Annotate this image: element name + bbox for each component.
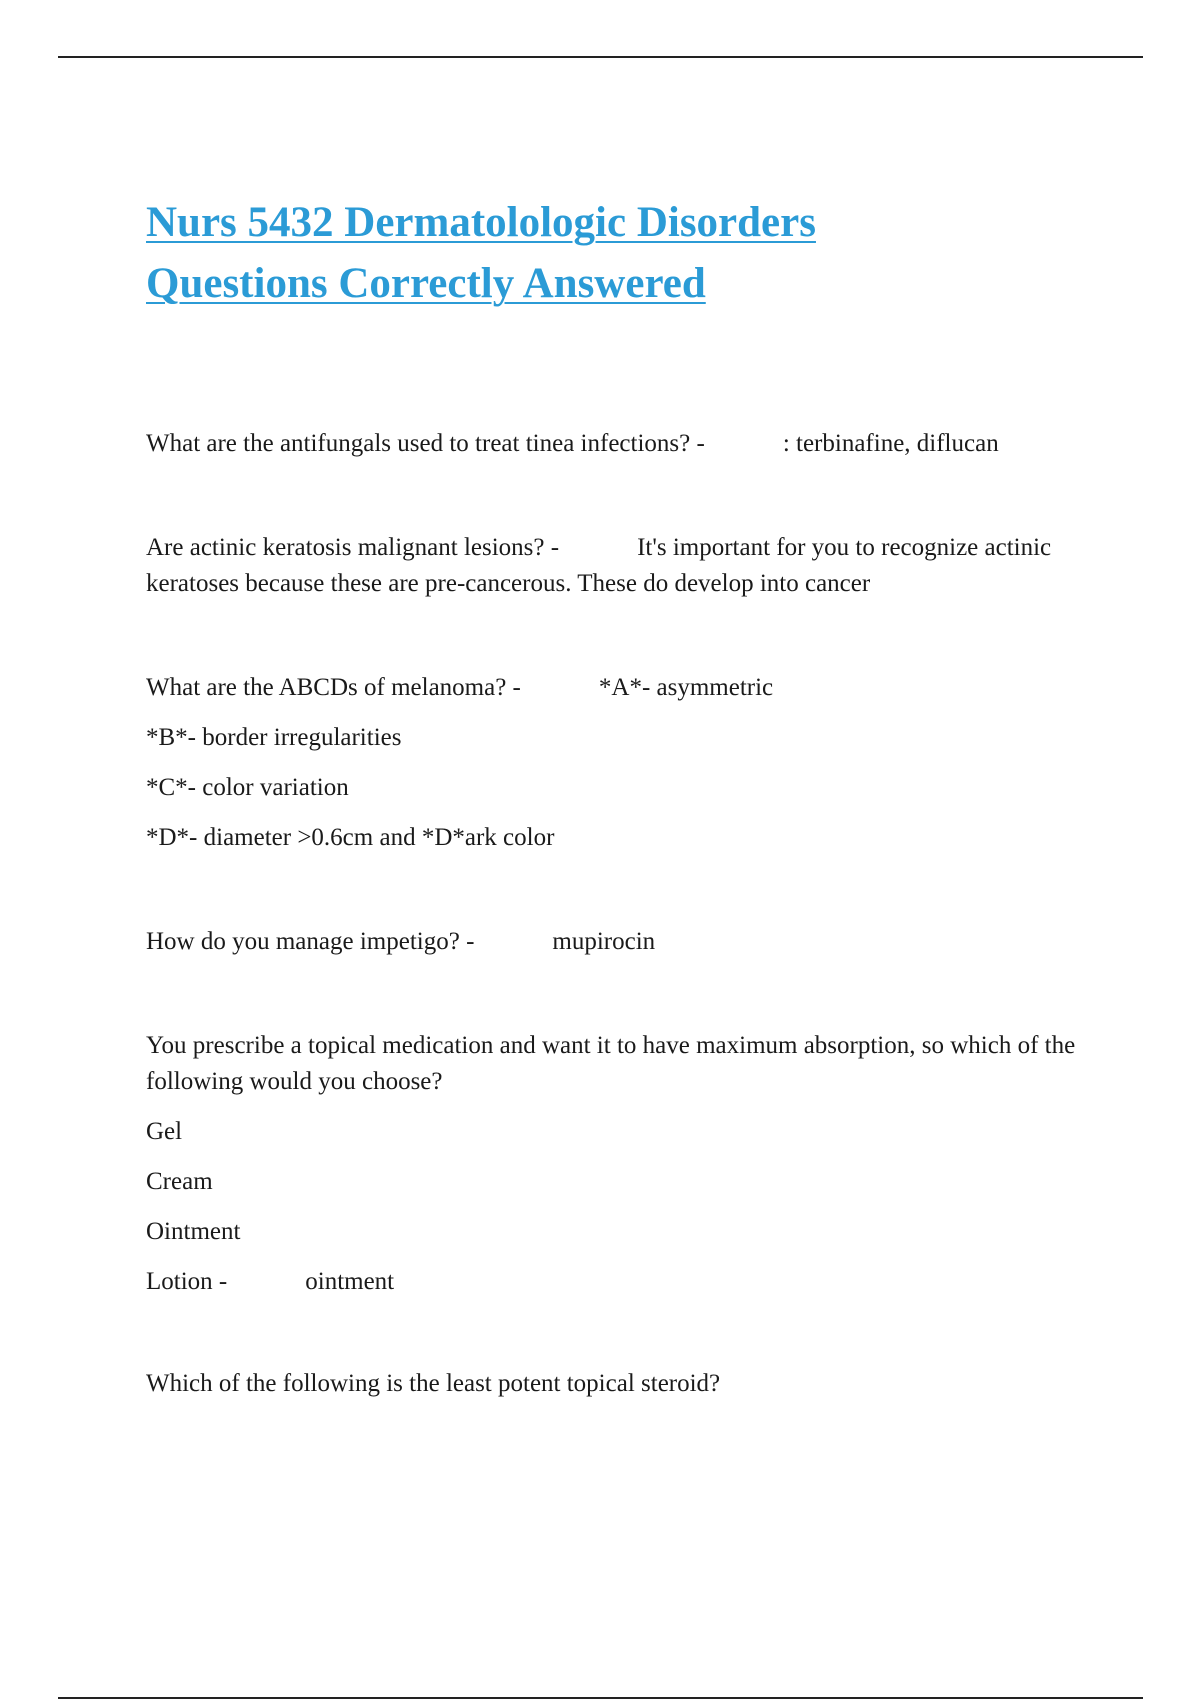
qa-item [146, 426, 1086, 462]
bottom-rule [58, 1697, 1143, 1699]
document-title [146, 192, 1086, 314]
option-text: Ointment [146, 1218, 241, 1245]
title-line-2: Questions Correctly Answered [146, 260, 706, 307]
question-text: What are the antifungals used to treat tinea infections? - [146, 430, 705, 457]
answer-text: It's important for you to recognize actinic keratoses because these are pre-cancerous. These do develop into cancer [146, 534, 1052, 597]
qa-item [146, 1366, 1086, 1402]
answer-text: *A*- asymmetric [598, 674, 774, 701]
qa-item [146, 924, 1086, 960]
question-text: You prescribe a topical medication and want it to have maximum absorption, so which of the following would you choose? [146, 1032, 1076, 1095]
question-text: How do you manage impetigo? - [146, 928, 475, 955]
top-rule [58, 56, 1143, 58]
qa-item [146, 530, 1086, 602]
qa-item [146, 1028, 1086, 1300]
option-text: Cream [146, 1168, 213, 1195]
title-line-1: Nurs 5432 Dermatolologic Disorders [146, 199, 816, 246]
question-text: Are actinic keratosis malignant lesions? - [146, 534, 560, 561]
question-text: Which of the following is the least potent topical steroid? [146, 1370, 721, 1397]
document-body [146, 192, 1086, 1470]
option-text: Lotion - [146, 1268, 228, 1295]
answer-text: : terbinafine, diflucan [782, 430, 999, 457]
answer-text: ointment [305, 1268, 395, 1295]
answer-line: *D*- diameter >0.6cm and *D*ark color [146, 824, 555, 851]
answer-text: mupirocin [552, 928, 656, 955]
qa-list [146, 426, 1086, 1402]
answer-line: *C*- color variation [146, 774, 349, 801]
qa-item [146, 670, 1086, 856]
question-text: What are the ABCDs of melanoma? - [146, 674, 521, 701]
option-text: Gel [146, 1118, 183, 1145]
answer-line: *B*- border irregularities [146, 724, 402, 751]
